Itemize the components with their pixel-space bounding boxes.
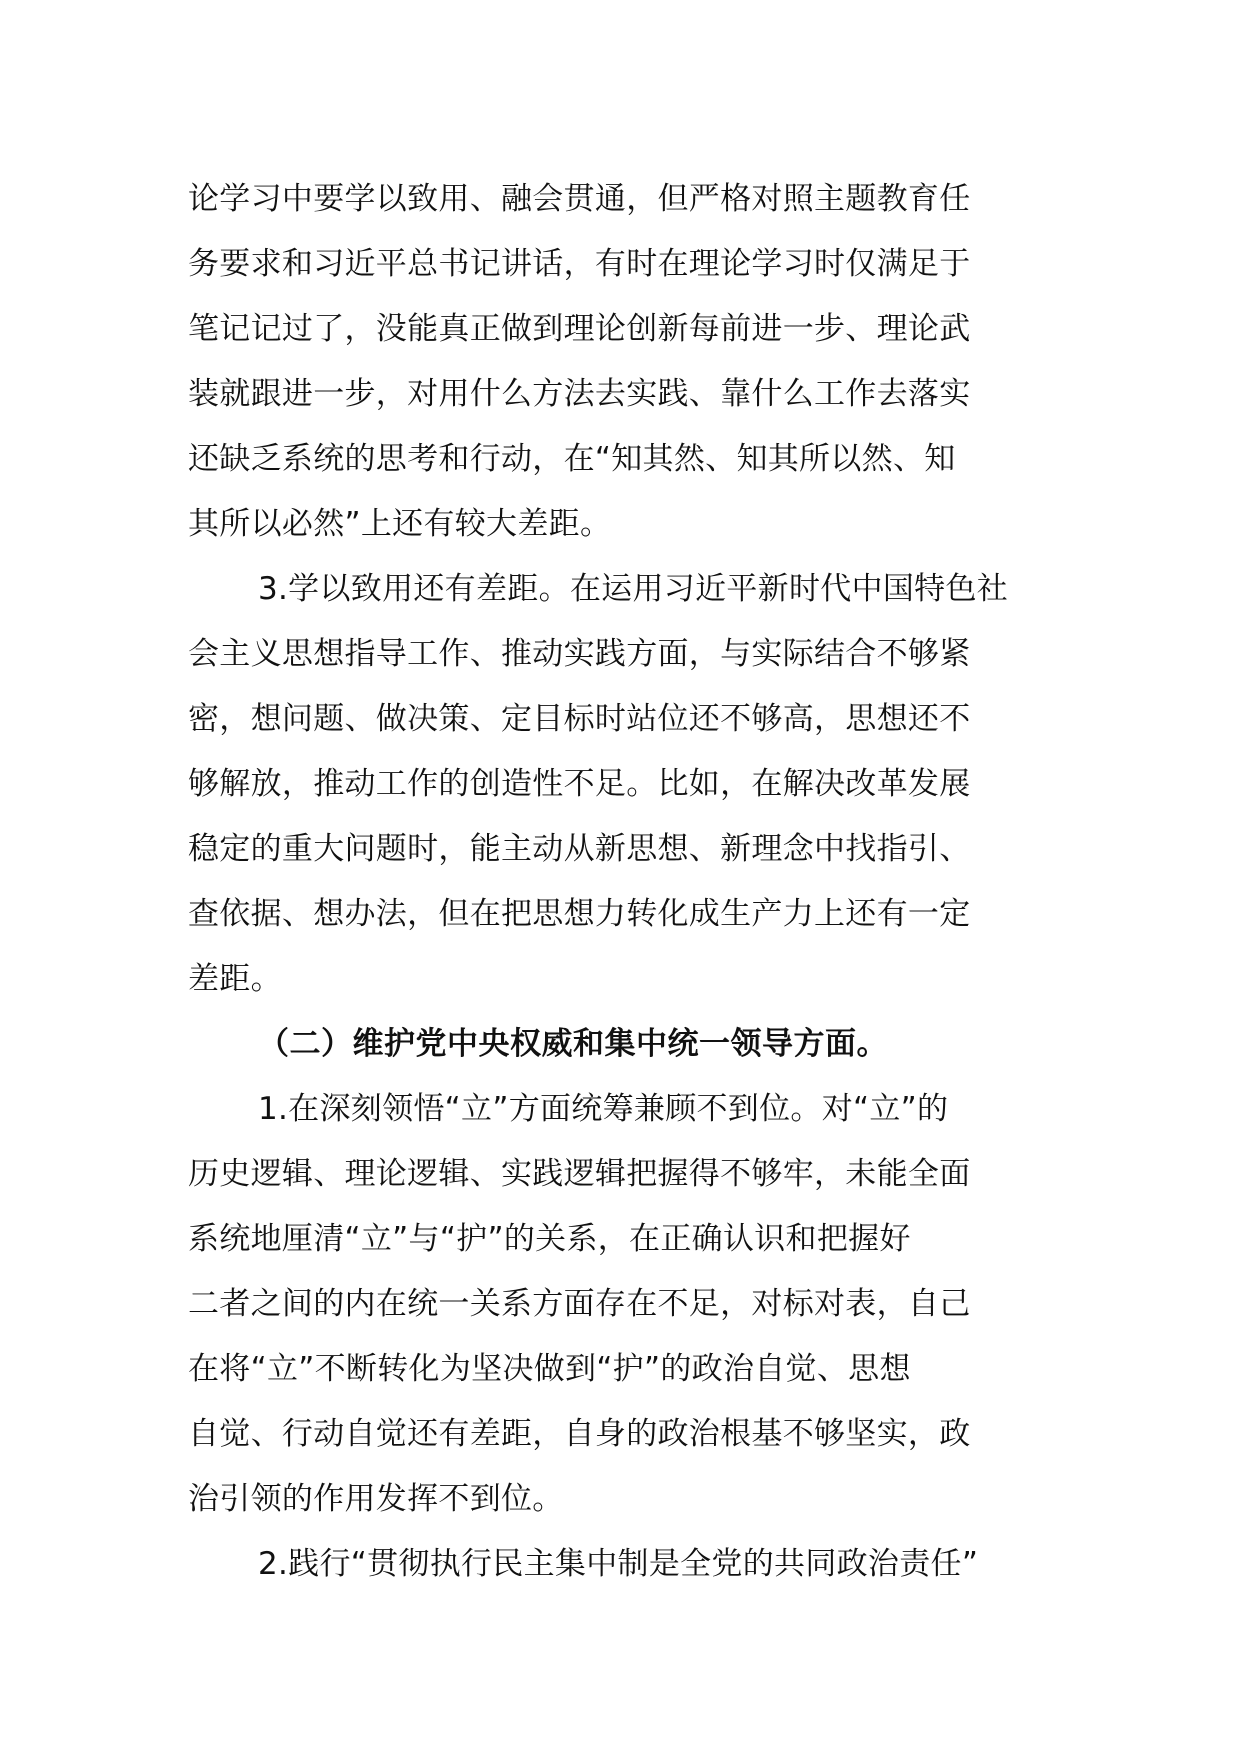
text-line: 笔记记过了，没能真正做到理论创新每前进一步、理论武: [188, 311, 971, 347]
text-line: 治引领的作用发挥不到位。: [188, 1481, 564, 1517]
text-line: 论学习中要学以致用、融会贯通，但严格对照主题教育任: [188, 181, 971, 217]
text-line: 装就跟进一步，对用什么方法去实践、靠什么工作去落实: [188, 376, 971, 412]
text-line: 二者之间的内在统一关系方面存在不足，对标对表，自己: [188, 1286, 971, 1322]
text-line: 历史逻辑、理论逻辑、实践逻辑把握得不够牢，未能全面: [188, 1156, 971, 1192]
text-line: 还缺乏系统的思考和行动，在“知其然、知其所以然、知: [188, 441, 956, 477]
text-line: 够解放，推动工作的创造性不足。比如，在解决改革发展: [188, 766, 971, 802]
text-line: 在将“立”不断转化为坚决做到“护”的政治自觉、思想: [188, 1351, 911, 1387]
text-line: 密，想问题、做决策、定目标时站位还不够高，思想还不: [188, 701, 971, 737]
text-line: 会主义思想指导工作、推动实践方面，与实际结合不够紧: [188, 636, 971, 672]
text-line: 务要求和习近平总书记讲话，有时在理论学习时仅满足于: [188, 246, 971, 282]
paragraph-start-line: 3.学以致用还有差距。在运用习近平新时代中国特色社: [258, 571, 1009, 607]
document-body: [188, 167, 1058, 1597]
section-heading: （二）维护党中央权威和集中统一领导方面。: [258, 1026, 888, 1062]
text-line: 系统地厘清“立”与“护”的关系，在正确认识和把握好: [188, 1221, 911, 1257]
text-line: 差距。: [188, 961, 282, 997]
text-line: 稳定的重大问题时，能主动从新思想、新理念中找指引、: [188, 831, 971, 867]
paragraph-start-line: 2.践行“贯彻执行民主集中制是全党的共同政治责任”: [258, 1546, 979, 1582]
text-line: 查依据、想办法，但在把思想力转化成生产力上还有一定: [188, 896, 971, 932]
text-line: 自觉、行动自觉还有差距，自身的政治根基不够坚实，政: [188, 1416, 971, 1452]
text-line: 其所以必然”上还有较大差距。: [188, 506, 612, 542]
paragraph-start-line: 1.在深刻领悟“立”方面统筹兼顾不到位。对“立”的: [258, 1091, 949, 1127]
